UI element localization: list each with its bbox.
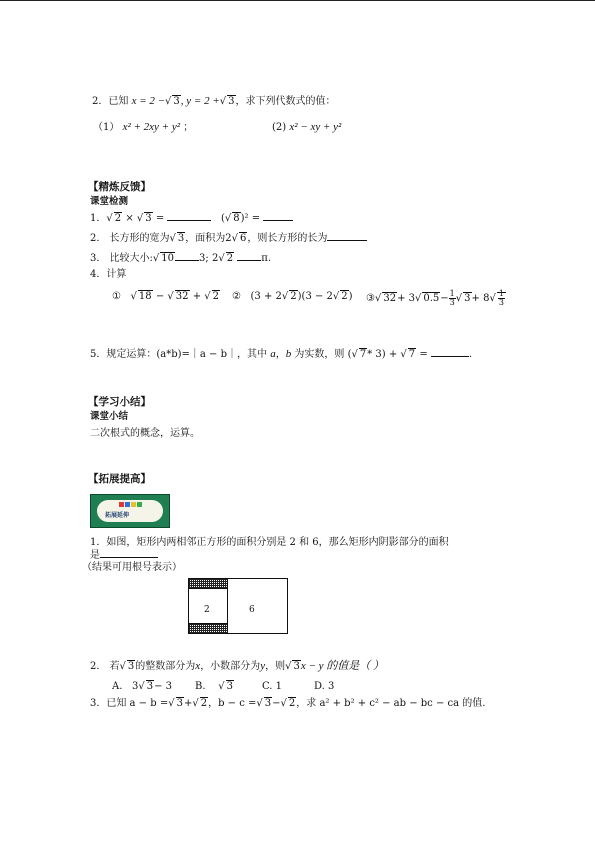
sqrt-3: √ 3 — [169, 233, 185, 244]
subsection-class-summary: 课堂小结 — [90, 411, 129, 422]
extension-badge-image — [90, 494, 170, 528]
q2-part-2: (2) x² − xy + y² — [272, 121, 342, 133]
answer-blank[interactable] — [327, 240, 367, 241]
question-2-intro — [92, 94, 336, 109]
sqrt-2: √ 2 — [280, 698, 296, 709]
answer-blank[interactable] — [263, 220, 293, 221]
sqrt-3: √ 3 — [256, 698, 272, 709]
sqrt-one-third: √ $\frac{1}{3}$ — [489, 289, 504, 307]
check-question-4-part-3: ③√ 32+ 3√ 0.5− $\frac{1}{3}$ √ 3+ 8√ $\frac{1}{3}$ — [366, 289, 504, 307]
check-question-1: 1．√ 2 × √ 3 = (√ 8)² = — [90, 212, 293, 226]
section-title-extension: 【拓展提高】 — [88, 473, 151, 485]
option-c[interactable]: C. 1 — [262, 681, 283, 692]
check-question-3: 3． 比较大小:√ 10 3; 2√ 2 π. — [90, 253, 272, 264]
extension-question-1-note: （结果可用根号表示） — [82, 562, 182, 573]
sqrt-3: √ 3 — [165, 96, 180, 107]
extension-question-3: 3．已知 a − b =√ 3+√ 2，b − c =√ 3−√ 2，求 a² + b² + c² − ab − bc − ca 的值. — [90, 698, 486, 709]
page-top-rule — [0, 0, 595, 1]
answer-blank[interactable] — [431, 356, 469, 357]
section-title-summary: 【学习小结】 — [88, 396, 151, 408]
sqrt-3: √ 3 — [219, 96, 235, 107]
sqrt-3: √ 3 — [455, 293, 471, 304]
check-question-2: 2． 长方形的宽为√ 3，面积为2√ 6，则长方形的长为 — [90, 232, 367, 246]
option-a[interactable]: A. 3√ 3− 3 — [112, 681, 172, 692]
sqrt-8: √ 8 — [224, 213, 240, 224]
extension-question-1-line-2: 是 — [90, 549, 158, 563]
sqrt-2: √ 2 — [192, 698, 208, 709]
sqrt-0.5: √ 0.5 — [415, 293, 440, 304]
sqrt-2: √ 2 — [204, 291, 220, 302]
answer-blank[interactable] — [237, 260, 261, 261]
sqrt-10: √ 10 — [152, 253, 175, 264]
label-area-2: 2 — [204, 605, 210, 615]
answer-blank[interactable] — [100, 557, 158, 558]
label-area-6: 6 — [249, 605, 255, 615]
expression-1: x² + 2xy + y² — [122, 121, 181, 133]
sqrt-3: √ 3 — [119, 661, 135, 672]
sqrt-6: √ 6 — [231, 233, 247, 244]
x-definition: x = 2 − — [131, 95, 166, 107]
answer-blank[interactable] — [175, 260, 199, 261]
sqrt-3: √ 3 — [168, 698, 183, 709]
shaded-region-bottom — [189, 624, 227, 633]
summary-text: 二次根式的概念，运算。 — [90, 428, 200, 439]
sqrt-3: √ 3 — [218, 681, 233, 692]
option-b[interactable]: B. √ 3 — [195, 681, 233, 692]
sqrt-2: √ 2 — [332, 291, 348, 302]
rectangle-figure — [188, 578, 288, 634]
sqrt-7: √ 7 — [400, 349, 416, 360]
section-title-practice: 【精炼反馈】 — [88, 181, 151, 193]
extension-question-2: 2． 若√ 3的整数部分为x，小数部分为y，则√ 3x − y 的值是（ ） — [90, 660, 385, 672]
subsection-class-test: 课堂检测 — [90, 196, 129, 207]
sqrt-3: √ 3 — [136, 213, 152, 224]
option-d[interactable]: D. 3 — [314, 681, 335, 692]
check-question-4-part-1: ① √ 18 − √ 32 + √ 2 — [112, 291, 220, 302]
expression-2: x² − xy + y² — [289, 121, 342, 133]
sqrt-32: √ 32 — [167, 291, 189, 302]
sqrt-2: √ 2 — [106, 213, 122, 224]
sqrt-2: √ 2 — [218, 253, 234, 264]
check-question-4-part-2: ② (3 + 2√ 2)(3 − 2√ 2) — [232, 291, 353, 302]
q2-instruction: ，求下列代数式的值： — [235, 96, 336, 107]
sqrt-18: √ 18 — [130, 291, 152, 302]
shaded-region-top — [189, 579, 227, 588]
q2-number: 2．已知 — [92, 96, 129, 107]
sqrt-2: √ 2 — [281, 291, 297, 302]
sqrt-32: √ 32 — [374, 293, 397, 304]
sqrt-3: √ 3 — [285, 661, 300, 672]
extension-question-1-line-1: 1．如图，矩形内两相邻正方形的面积分别是 2 和 6，那么矩形内阴影部分的面积 — [90, 537, 449, 548]
badge-label: 拓展延伸 — [105, 512, 130, 519]
answer-blank[interactable] — [167, 220, 211, 221]
check-question-5: 5．规定运算：(a*b)=｜a − b｜，其中 a，b 为实数，则 (√ 7* 3) + √ 7 = . — [90, 348, 473, 360]
sqrt-3: √ 3 — [138, 681, 154, 692]
y-definition: , y = 2 + — [180, 95, 220, 107]
sqrt-7: √ 7 — [351, 349, 367, 360]
check-question-4-title: 4．计算 — [90, 269, 127, 280]
q2-part-1: （1） x² + 2xy + y² ； — [93, 121, 194, 133]
fraction-one-third: $\frac{1}{3}$ — [449, 289, 455, 307]
